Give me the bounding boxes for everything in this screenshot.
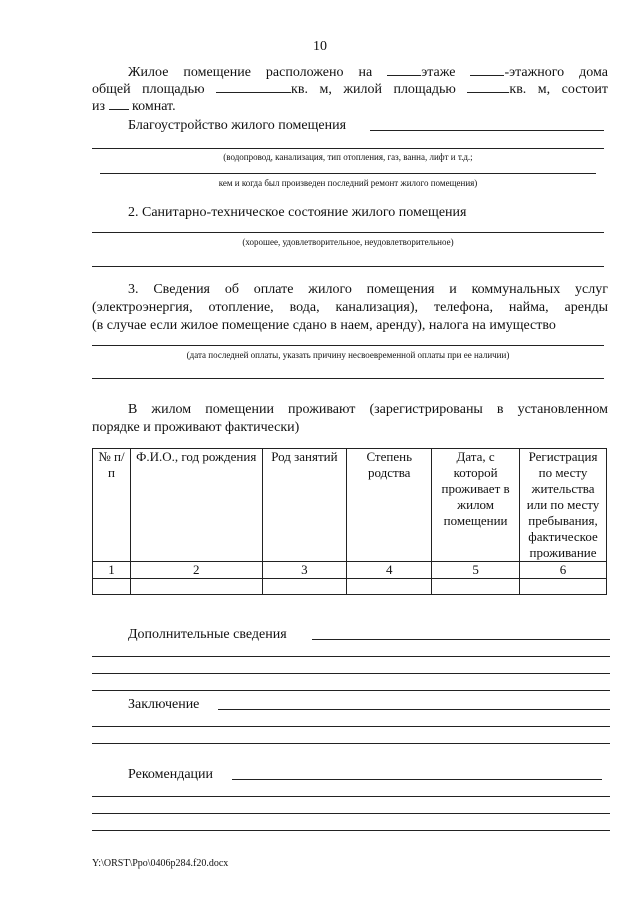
dwelling-floor-line (128, 63, 608, 81)
payment-title-line3: (в случае если жилое помещение сдано в наем, аренду), налога на имущество (92, 318, 556, 333)
storeys-blank[interactable] (470, 63, 504, 76)
floor-text-start: Жилое помещение расположено на (128, 65, 373, 80)
table-cell[interactable] (520, 579, 607, 595)
payment-input-line[interactable] (92, 345, 604, 346)
header-full-name: Ф.И.О., год рождения (130, 449, 262, 562)
column-number: 1 (93, 562, 131, 579)
amenities-label: Благоустройство жилого помещения (128, 118, 347, 133)
rooms-line (92, 97, 392, 115)
table-cell[interactable] (262, 579, 347, 595)
payment-title-line1: 3. Сведения об оплате жилого помещения и коммунальных услуг (128, 282, 608, 297)
residents-intro-line2: порядке и проживают фактически) (92, 420, 300, 435)
conclusion-input-line[interactable] (218, 709, 610, 710)
header-occupation: Род занятий (262, 449, 347, 562)
floor-blank[interactable] (387, 63, 421, 76)
rooms-blank[interactable] (109, 97, 129, 110)
sanitary-input-line[interactable] (92, 232, 604, 233)
recommendations-input-line-3[interactable] (92, 813, 610, 814)
amenities-input-line-2[interactable] (92, 148, 604, 149)
living-area-label: жилой площадью (343, 82, 456, 97)
residents-intro-line1: В жилом помещении проживают (зарегистрированы в установленном (128, 402, 608, 417)
additional-input-line-3[interactable] (92, 673, 610, 674)
header-relationship: Степень родства (347, 449, 432, 562)
sanitary-hint: (хорошее, удовлетворительное, неудовлетворительное) (242, 237, 454, 247)
living-area-unit: кв. м, (509, 82, 551, 97)
consists-text: состоит (561, 82, 608, 97)
dwelling-area-line (92, 80, 608, 98)
recommendations-input-line[interactable] (232, 779, 602, 780)
column-number: 3 (262, 562, 347, 579)
conclusion-input-line-2[interactable] (92, 726, 610, 727)
column-number: 6 (520, 562, 607, 579)
header-registration: Регистрация по месту жительства или по месту пребывания, фактическое проживание (520, 449, 607, 562)
repair-input-line[interactable] (100, 173, 596, 174)
recommendations-input-line-4[interactable] (92, 830, 610, 831)
table-cell[interactable] (130, 579, 262, 595)
page-number: 10 (313, 39, 327, 54)
additional-input-line[interactable] (312, 639, 610, 640)
conclusion-input-line-3[interactable] (92, 743, 610, 744)
column-number: 4 (347, 562, 432, 579)
table-header-row (93, 449, 607, 562)
residents-table (92, 448, 607, 595)
table-cell[interactable] (347, 579, 432, 595)
rooms-text-start: из (92, 99, 106, 114)
conclusion-label: Заключение (128, 697, 200, 712)
additional-label: Дополнительные сведения (128, 627, 287, 642)
document-path: Y:\ORST\Ppo\0406p284.f20.docx (92, 858, 229, 869)
additional-input-line-4[interactable] (92, 690, 610, 691)
sanitary-title: 2. Санитарно-техническое состояние жилого помещения (128, 205, 467, 220)
additional-input-line-2[interactable] (92, 656, 610, 657)
header-number: № п/п (93, 449, 131, 562)
rooms-text-end: комнат. (132, 99, 176, 114)
table-cell[interactable] (432, 579, 520, 595)
total-area-label: общей площадью (92, 82, 205, 97)
repair-hint: кем и когда был произведен последний ремонт жилого помещения) (218, 178, 478, 188)
amenities-hint: (водопровод, канализация, тип отопления, газ, ванна, лифт и т.д.; (223, 152, 473, 162)
recommendations-input-line-2[interactable] (92, 796, 610, 797)
storeys-text: -этажного дома (504, 65, 609, 80)
floor-text: этаже (421, 65, 456, 80)
total-area-unit: кв. м, (291, 82, 332, 97)
amenities-input-line[interactable] (370, 130, 604, 131)
column-number: 2 (130, 562, 262, 579)
table-column-numbers-row (93, 562, 607, 579)
total-area-blank[interactable] (216, 80, 291, 93)
payment-hint: (дата последней оплаты, указать причину несвоевременной оплаты при ее наличии) (186, 350, 510, 360)
sanitary-input-line-2[interactable] (92, 266, 604, 267)
recommendations-label: Рекомендации (128, 767, 214, 782)
payment-input-line-2[interactable] (92, 378, 604, 379)
header-residence-date: Дата, с которой проживает в жилом помещении (432, 449, 520, 562)
table-cell[interactable] (93, 579, 131, 595)
payment-title-line2: (электроэнергия, отопление, вода, канализация), телефона, найма, аренды (92, 300, 608, 315)
living-area-blank[interactable] (467, 80, 509, 93)
column-number: 5 (432, 562, 520, 579)
table-row (93, 579, 607, 595)
